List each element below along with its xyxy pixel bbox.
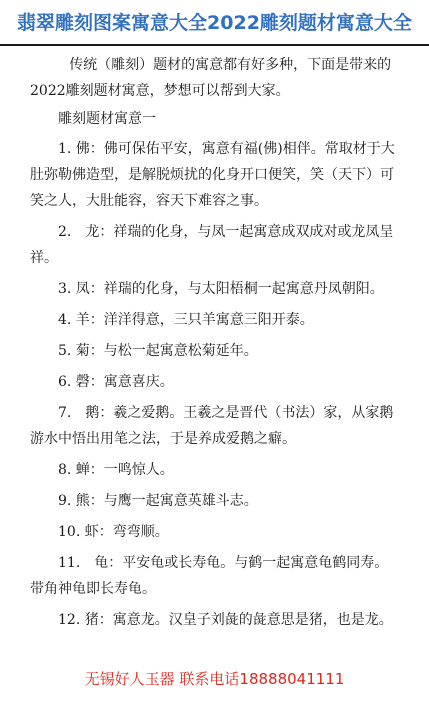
section-heading: 雕刻题材寓意一	[58, 111, 156, 127]
article-body	[0, 46, 429, 638]
intro-paragraph: 传统（雕刻）题材的寓意都有好多种，下面是带来的2022雕刻题材寓意，梦想可以帮到大家。	[30, 57, 392, 99]
list-item: 11. 龟：平安龟或长寿龟。与鹤一起寓意龟鹤同寿。带角神龟即长寿龟。	[30, 555, 389, 597]
list-item: 8. 蝉：一鸣惊人。	[58, 462, 174, 478]
page-title: 翡翠雕刻图案寓意大全2022雕刻题材寓意大全	[17, 12, 412, 34]
list-item: 1. 佛：佛可保佑平安，寓意有福(佛)相伴。常取材于大肚弥勒佛造型，是解脱烦扰的化身开口便笑，笑（天下）可笑之人，大肚能容，容天下难容之事。	[30, 141, 395, 209]
list-item: 12. 猪：寓意龙。汉皇子刘彘的彘意思是猪，也是龙。	[58, 612, 393, 628]
list-item: 7. 鹅：羲之爱鹅。王羲之是晋代（书法）家，从家鹅游水中悟出用笔之法，于是养成爱鹅之癖。	[30, 405, 394, 447]
list-item: 5. 菊：与松一起寓意松菊延年。	[58, 343, 258, 359]
list-item: 3. 凤：祥瑞的化身，与太阳梧桐一起寓意丹凤朝阳。	[58, 281, 384, 297]
list-item: 2. 龙：祥瑞的化身，与凤一起寓意成双成对或龙凤呈祥。	[30, 224, 394, 266]
list-item: 10. 虾：弯弯顺。	[58, 524, 169, 540]
list-item: 9. 熊：与鹰一起寓意英雄斗志。	[58, 493, 258, 509]
contact-footer: 无锡好人玉器 联系电话18888041111	[84, 670, 345, 688]
list-item: 6. 磬：寓意喜庆。	[58, 374, 174, 390]
list-item: 4. 羊：洋洋得意，三只羊寓意三阳开泰。	[58, 312, 314, 328]
